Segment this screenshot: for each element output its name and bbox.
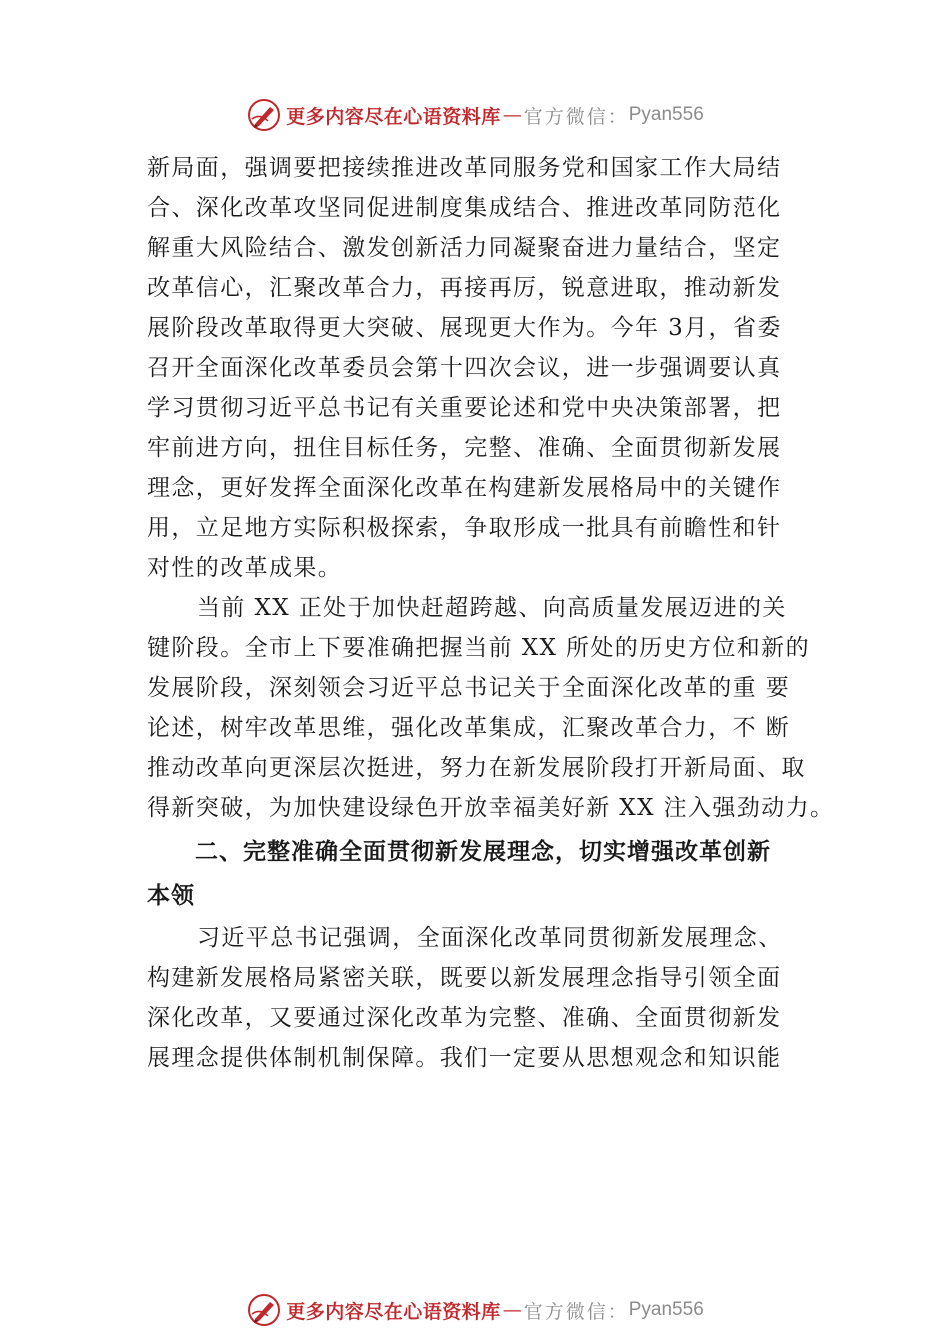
heading-line: 二、完整准确全面贯彻新发展理念，切实增强改革创新	[195, 839, 771, 865]
text-line: 发展阶段，深刻领会习近平总书记关于全面深化改革的重 要	[147, 675, 791, 701]
text-line: 得新突破，为加快建设绿色开放幸福美好新 XX 注入强劲动力。	[147, 795, 835, 821]
text-line: 论述，树牢改革思维，强化改革集成，汇聚改革合力，不 断	[147, 715, 791, 741]
watermark-title: 更多内容尽在心语资料库	[286, 105, 501, 128]
text-line: 深化改革，又要通过深化改革为完整、准确、全面贯彻新发	[147, 1005, 782, 1031]
text-line: 构建新发展格局紧密关联，既要以新发展理念指导引领全面	[147, 965, 782, 991]
watermark-title: 更多内容尽在心语资料库	[286, 1300, 501, 1323]
text-line: 展阶段改革取得更大突破、展现更大作为。今年 3月，省委	[147, 315, 782, 341]
text-line: 召开全面深化改革委员会第十四次会议，进一步强调要认真	[147, 355, 782, 381]
text-line: 当前 XX 正处于加快赶超跨越、向高质量发展迈进的关	[197, 595, 787, 621]
paragraph-2	[147, 588, 867, 828]
watermark-footer	[0, 1290, 950, 1330]
section-heading	[147, 830, 827, 918]
watermark-wechat-id: Pyan556	[628, 1299, 704, 1320]
text-line: 对性的改革成果。	[147, 555, 343, 581]
watermark-dash: —	[502, 104, 522, 126]
text-line: 推动改革向更深层次挺进，努力在新发展阶段打开新局面、取	[147, 755, 806, 781]
heading-line: 本领	[147, 883, 195, 909]
text-line: 牢前进方向，扭住目标任务，完整、准确、全面贯彻新发展	[147, 435, 782, 461]
watermark-wechat-id: Pyan556	[628, 104, 704, 125]
text-line: 学习贯彻习近平总书记有关重要论述和党中央决策部署，把	[147, 395, 782, 421]
pen-logo-icon	[246, 97, 282, 133]
pen-logo-icon	[246, 1292, 282, 1328]
text-line: 新局面，强调要把接续推进改革同服务党和国家工作大局结	[147, 155, 782, 181]
watermark-label: 官方微信：	[523, 105, 629, 128]
text-line: 键阶段。全市上下要准确把握当前 XX 所处的历史方位和新的	[147, 635, 810, 661]
paragraph-1	[147, 148, 812, 588]
watermark-header	[0, 95, 950, 135]
text-line: 用，立足地方实际积极探索，争取形成一批具有前瞻性和针	[147, 515, 782, 541]
text-line: 习近平总书记强调，全面深化改革同贯彻新发展理念、	[197, 925, 783, 951]
text-line: 展理念提供体制机制保障。我们一定要从思想观念和知识能	[147, 1045, 782, 1071]
watermark-label: 官方微信：	[523, 1300, 629, 1323]
paragraph-3	[147, 918, 812, 1078]
text-line: 解重大风险结合、激发创新活力同凝聚奋进力量结合，坚定	[147, 235, 782, 261]
watermark-dash: —	[502, 1299, 522, 1321]
text-line: 理念，更好发挥全面深化改革在构建新发展格局中的关键作	[147, 475, 782, 501]
text-line: 改革信心，汇聚改革合力，再接再厉，锐意进取，推动新发	[147, 275, 782, 301]
text-line: 合、深化改革攻坚同促进制度集成结合、推进改革同防范化	[147, 195, 782, 221]
